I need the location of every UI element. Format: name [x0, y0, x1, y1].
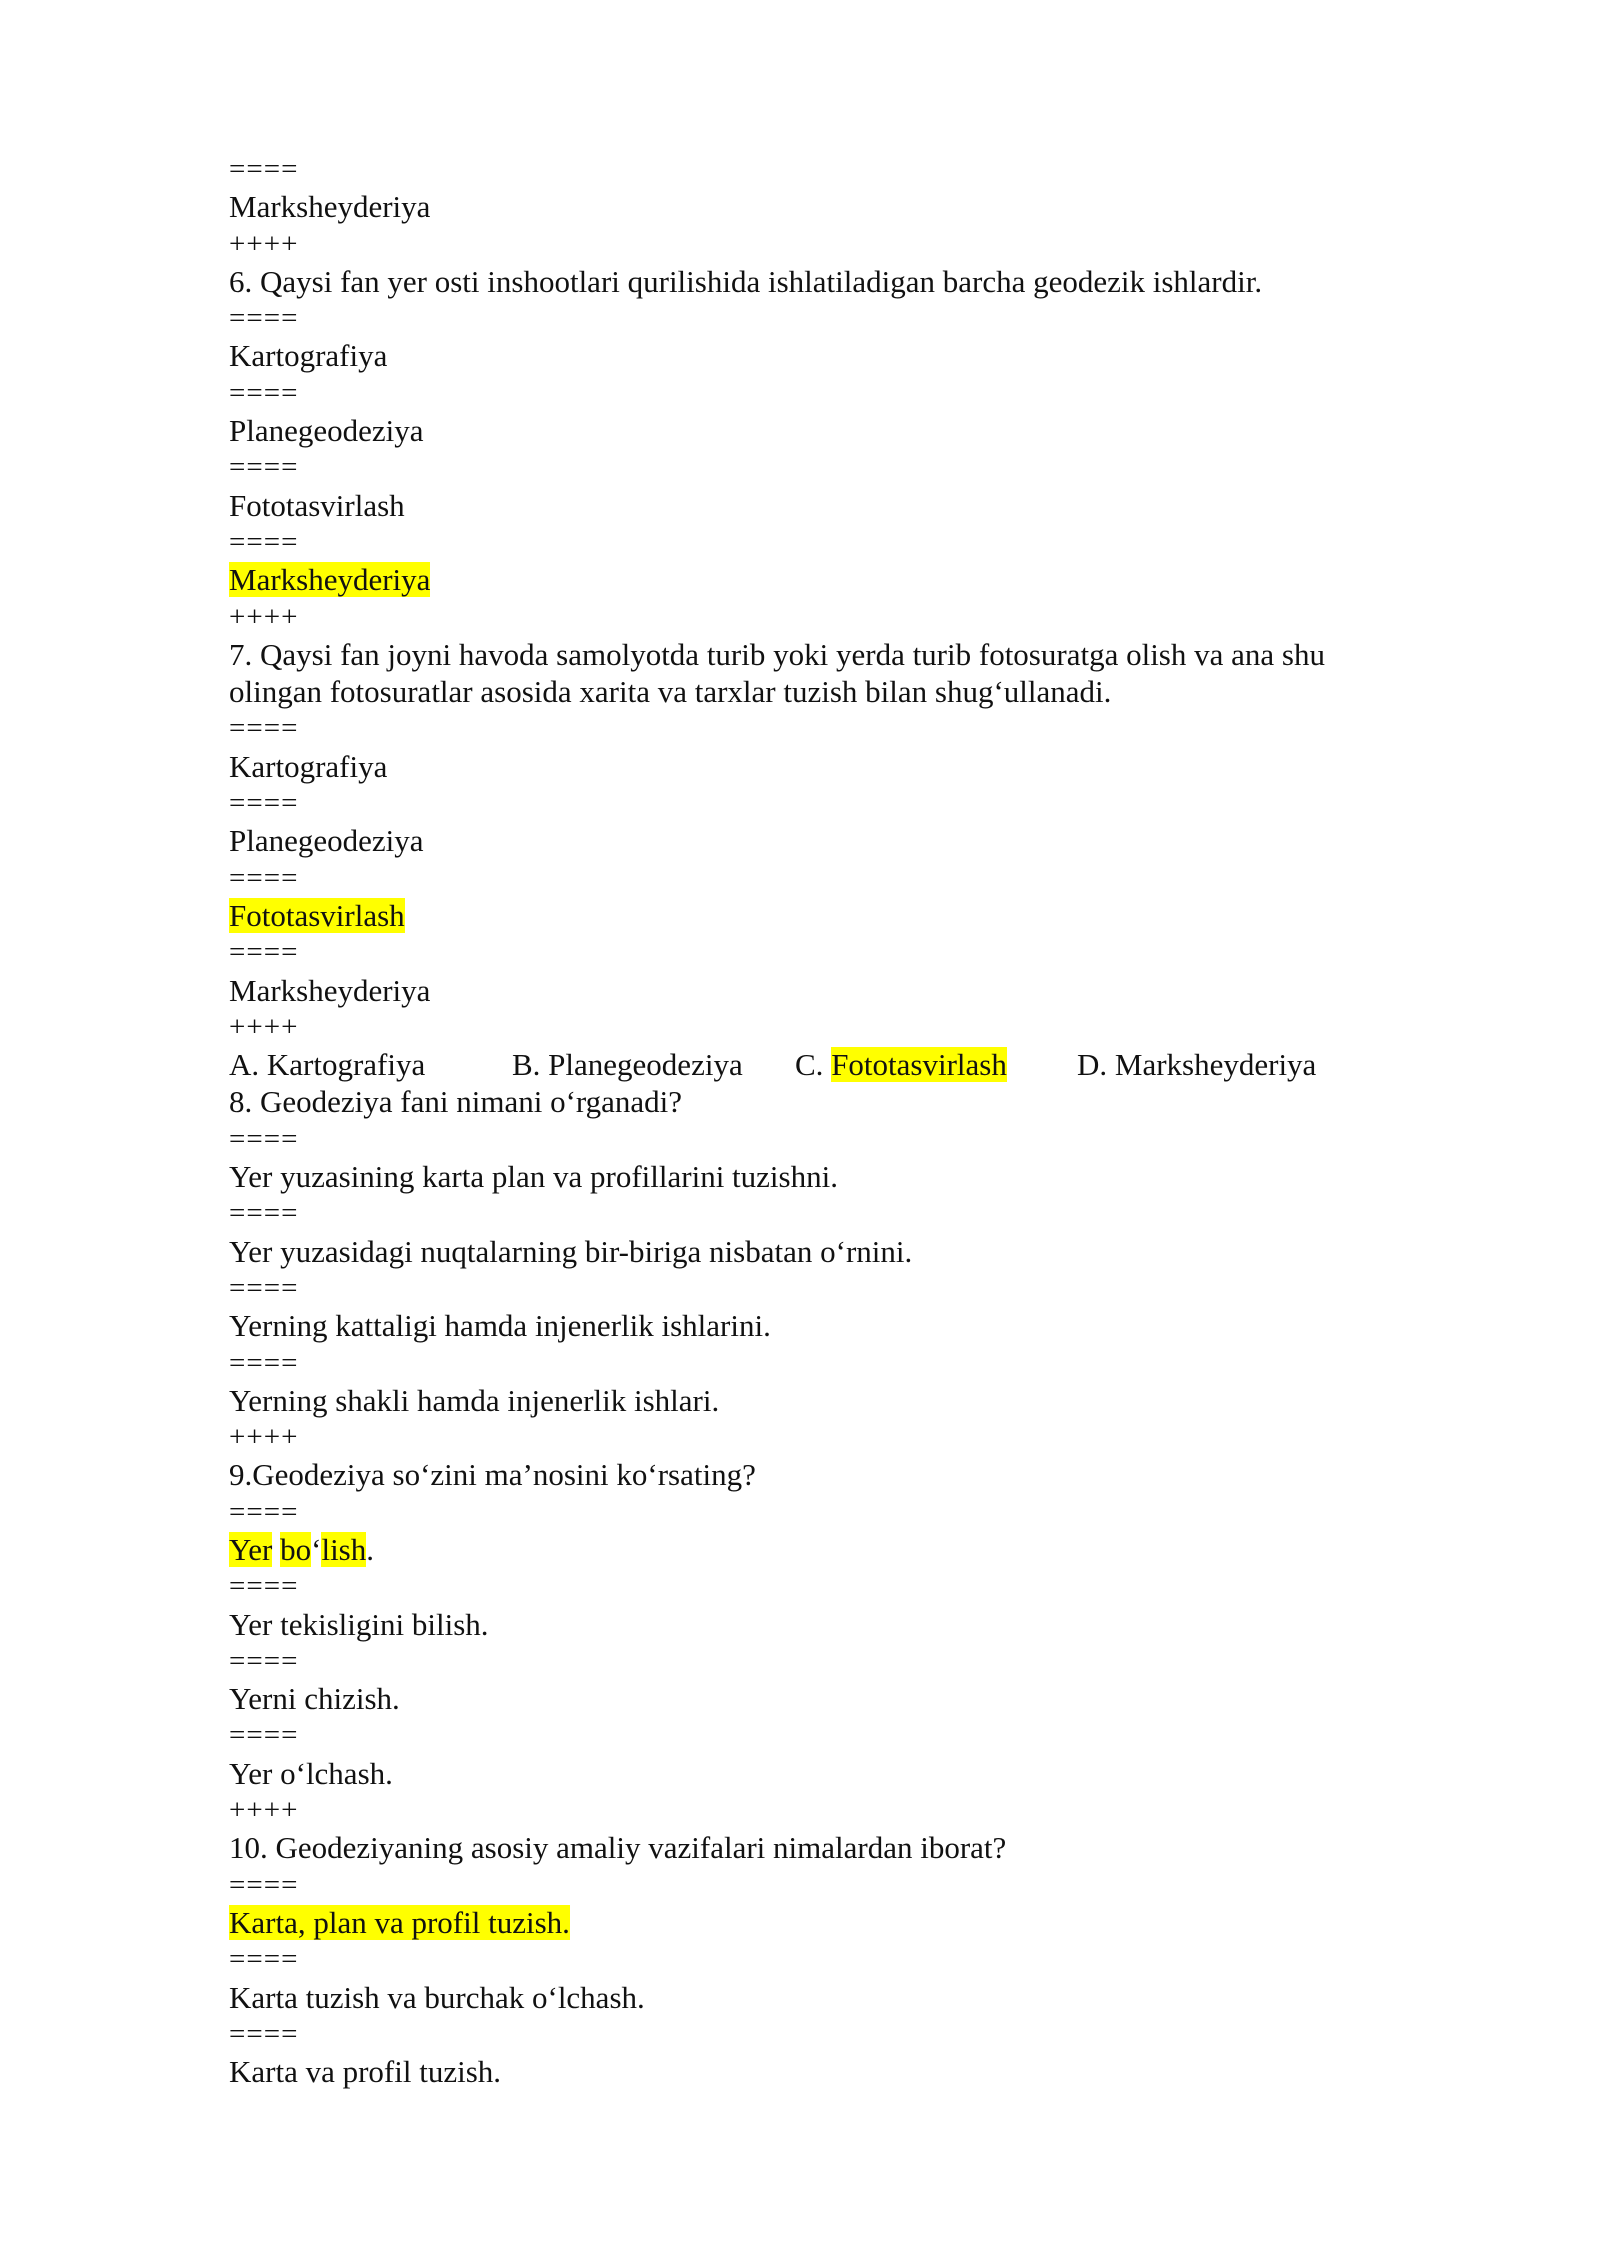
question-7-line-2: olingan fotosuratlar asosida xarita va tarxlar tuzish bilan shug‘ullanadi.: [229, 674, 1112, 710]
question-separator: ++++: [229, 1421, 299, 1454]
option-text: Kartografiya: [229, 338, 388, 374]
question-separator: ++++: [229, 1010, 299, 1043]
document-page: [229, 151, 1509, 2090]
question-6: 6. Qaysi fan yer osti inshootlari qurilishida ishlatiladigan barcha geodezik ishlardir.: [229, 263, 1263, 299]
answer-separator: ====: [229, 1719, 299, 1752]
option-text: Karta tuzish va burchak o‘lchash.: [229, 1979, 645, 2015]
question-7-line-1: 7. Qaysi fan joyni havoda samolyotda turib yoki yerda turib fotosuratga olish va ana shu: [229, 636, 1325, 672]
answer-separator: ====: [229, 1570, 299, 1603]
question-separator: ++++: [229, 600, 299, 633]
option-text: Kartografiya: [229, 748, 388, 784]
answer-separator: ====: [229, 1495, 299, 1528]
answer-separator: ====: [229, 376, 299, 409]
option-text: Yer tekisligini bilish.: [229, 1606, 489, 1642]
answer-period: .: [366, 1531, 374, 1567]
option-text: Yerning kattaligi hamda injenerlik ishlarini.: [229, 1308, 771, 1344]
option-text: Planegeodeziya: [229, 413, 424, 449]
correct-answer-highlight: Karta, plan va profil tuzish.: [229, 1904, 570, 1940]
option-text: Yer yuzasining karta plan va profillarini tuzishni.: [229, 1159, 838, 1195]
option-c-highlight: Fototasvirlash: [831, 1047, 1007, 1083]
answer-separator: ====: [229, 1197, 299, 1230]
answer-separator: ====: [229, 451, 299, 484]
answer-separator: ====: [229, 936, 299, 969]
question-9: 9.Geodeziya so‘zini ma’nosini ko‘rsating?: [229, 1457, 756, 1493]
answer-separator: ====: [229, 525, 299, 558]
answer-separator: ====: [229, 1271, 299, 1304]
option-text: Yer yuzasidagi nuqtalarning bir-biriga nisbatan o‘rnini.: [229, 1233, 913, 1269]
option-text: Marksheyderiya: [229, 972, 431, 1008]
option-d: D. Marksheyderiya: [1077, 1047, 1317, 1083]
answer-highlight-part: lish: [321, 1531, 367, 1567]
answer-separator: ====: [229, 787, 299, 820]
answer-separator: ====: [229, 861, 299, 894]
option-c-prefix: C.: [795, 1047, 832, 1083]
option-text: Yerning shakli hamda injenerlik ishlari.: [229, 1382, 720, 1418]
answer-separator: ====: [229, 2017, 299, 2050]
question-separator: ++++: [229, 1794, 299, 1827]
correct-answer-highlight: Marksheyderiya: [229, 562, 431, 598]
option-text: Yerni chizish.: [229, 1681, 400, 1717]
answer-separator: ====: [229, 712, 299, 745]
question-separator: ++++: [229, 227, 299, 260]
option-text: Fototasvirlash: [229, 487, 405, 523]
option-text: Planegeodeziya: [229, 823, 424, 859]
option-text: Karta va profil tuzish.: [229, 2054, 502, 2090]
answer-separator: ====: [229, 1644, 299, 1677]
correct-answer-line: [229, 1531, 1509, 1568]
question-8: 8. Geodeziya fani nimani o‘rganadi?: [229, 1084, 683, 1120]
answer-apostrophe: ‘: [311, 1531, 322, 1567]
answer-highlight-part: bo: [280, 1531, 312, 1567]
option-b: B. Planegeodeziya: [512, 1047, 743, 1083]
answer-separator: ====: [229, 1122, 299, 1155]
correct-answer-highlight: Fototasvirlash: [229, 897, 405, 933]
answer-separator: ====: [229, 1346, 299, 1379]
abcd-options-row: [229, 1046, 1509, 1083]
answer-highlight-part: Yer: [229, 1531, 273, 1567]
answer-separator: ====: [229, 153, 299, 185]
question-10: 10. Geodeziyaning asosiy amaliy vazifalari nimalardan iborat?: [229, 1830, 1007, 1866]
option-a: A. Kartografiya: [229, 1047, 426, 1083]
answer-separator: ====: [229, 1868, 299, 1901]
option-text: Marksheyderiya: [229, 189, 431, 225]
answer-separator: ====: [229, 1943, 299, 1976]
option-text: Yer o‘lchash.: [229, 1755, 393, 1791]
answer-separator: ====: [229, 302, 299, 335]
